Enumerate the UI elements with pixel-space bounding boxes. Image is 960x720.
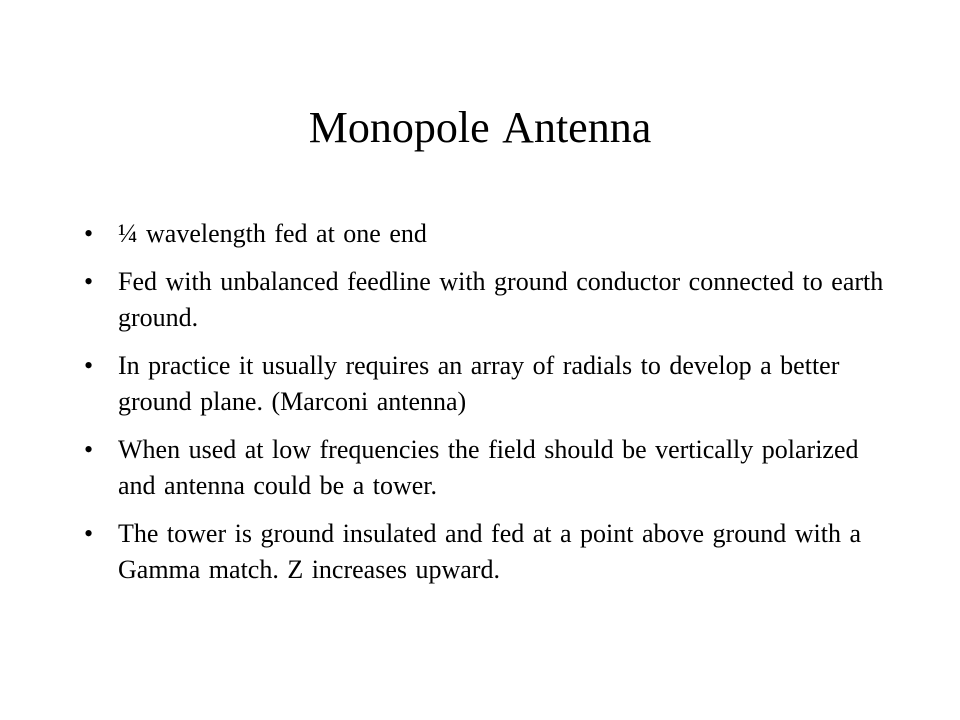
bullet-item	[84, 516, 884, 588]
bullet-item	[84, 348, 884, 420]
bullet-marker: •	[84, 219, 94, 248]
bullet-item	[84, 432, 884, 504]
bullet-text: In practice it usually requires an array of radials to develop a better ground plane. (Marconi antenna)	[118, 351, 840, 416]
bullet-marker: •	[84, 519, 94, 548]
slide-title: Monopole Antenna	[308, 103, 652, 152]
bullet-item	[84, 264, 884, 336]
bullet-text: Fed with unbalanced feedline with ground conductor connected to earth ground.	[118, 267, 884, 332]
bullet-marker: •	[84, 435, 94, 464]
bullet-text: The tower is ground insulated and fed at a point above ground with a Gamma match. Z increases upward.	[118, 519, 861, 584]
bullet-item	[84, 216, 884, 252]
bullet-marker: •	[84, 351, 94, 380]
bullet-text: When used at low frequencies the field should be vertically polarized and antenna could be a tower.	[118, 435, 859, 500]
bullet-text: ¼ wavelength fed at one end	[118, 219, 427, 248]
bullet-list	[84, 216, 884, 600]
bullet-marker: •	[84, 267, 94, 296]
